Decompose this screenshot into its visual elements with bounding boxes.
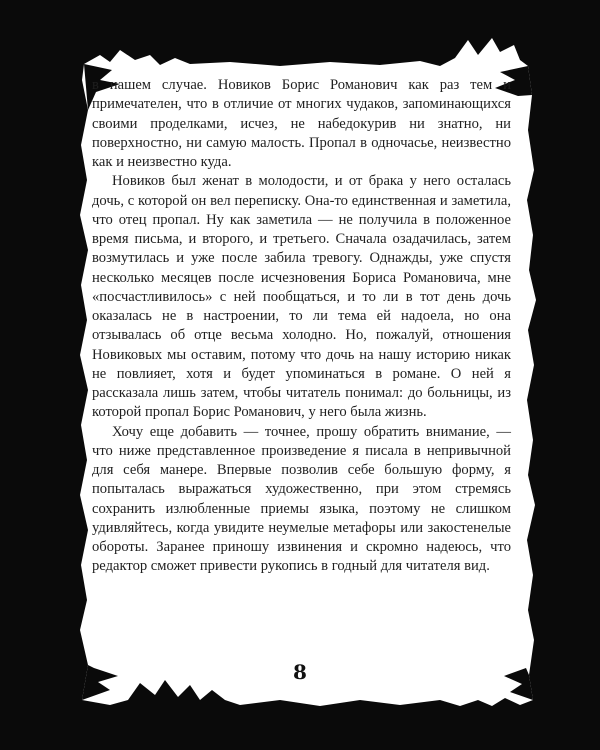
paragraph-3: Хочу еще добавить — точнее, прошу обратить внимание, — что ниже представленное произведение я писала в непривычной для себя манере. Впервые позволив себе большую форму, я попыталась выражаться художественно, при этом стремясь сохранить излюбленные приемы языка, поэтому не слишком удивляйтесь, когда увидите неумелые метафоры или закостенелые обороты. Заранее приношу извинения и скромно надеюсь, что редактор сможет привести рукопись в годный для читателя вид. <box>92 423 511 575</box>
page-number: 8 <box>293 660 307 684</box>
paragraph-2: Новиков был женат в молодости, и от брака у него осталась дочь, с которой он вел переписку. Она-то единственная и заметила, что отец пропал. Ну как заметила — не получила в положенное время письма, и второго, и третьего. Сначала озадачилась, затем возмутилась и уже после забила тревогу. Однажды, уже спустя несколько месяцев после исчезновения Бориса Романовича, мне «посчастливилось» с ней пообщаться, и то ли в тот день дочь оказалась не в настроении, то ли тема ей надоела, но она отзывалась об отце весьма холодно. Но, пожалуй, отношения Новиковых мы оставим, потому что дочь на нашу историю никак не повлияет, хотя и будет упоминаться в романе. О ней я рассказала лишь затем, чтобы читатель понимал: до больницы, из которой пропал Борис Романович, у него была жизнь. <box>92 173 511 421</box>
body-text <box>92 76 511 577</box>
paragraph-1: в нашем случае. Новиков Борис Романович как раз тем и примечателен, что в отличие от многих чудаков, запоминающихся своими проделками, исчез, не набедокурив ни знатно, ни поверхностно, ни самую малость. Пропал в одночасье, неизвестно как и неизвестно куда. <box>92 77 511 170</box>
